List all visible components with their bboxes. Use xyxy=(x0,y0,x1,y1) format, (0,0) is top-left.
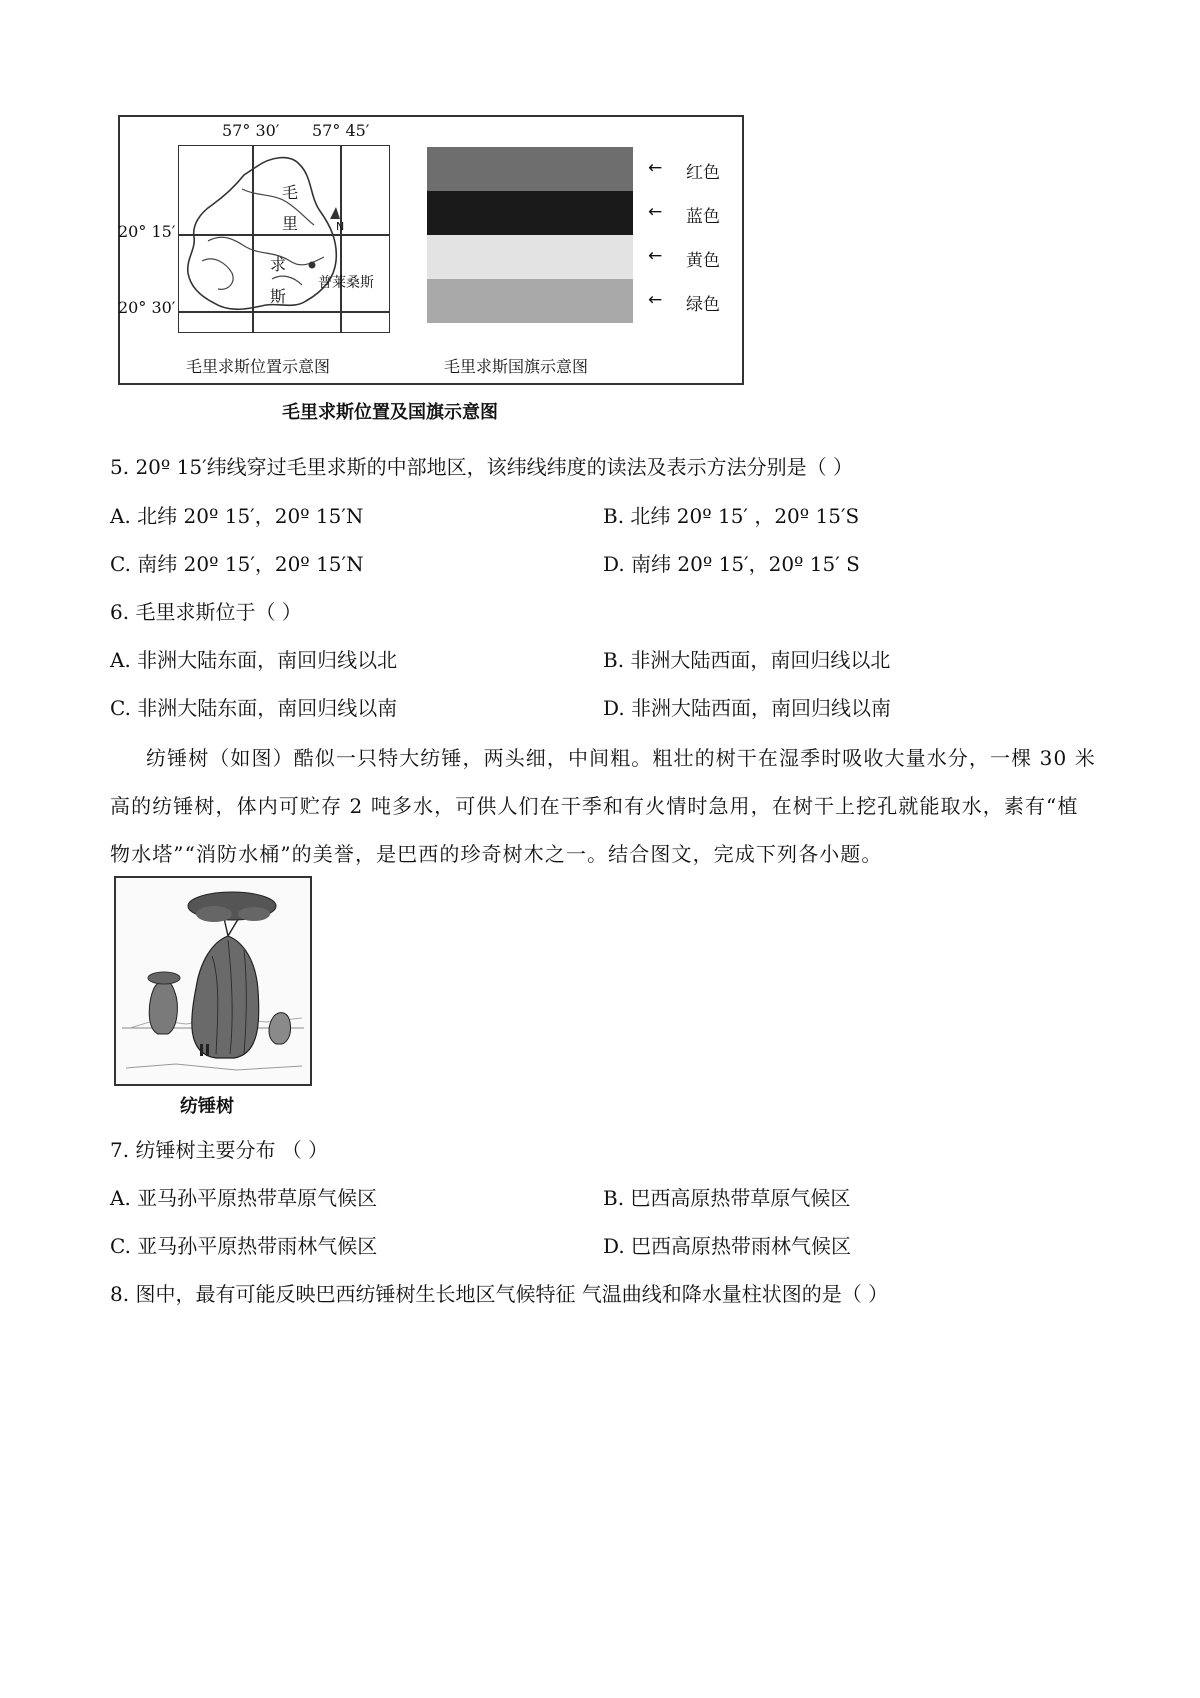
tree-image xyxy=(114,876,312,1086)
map-char: 求 xyxy=(270,255,287,274)
tree-caption: 纺锤树 xyxy=(180,1096,234,1117)
north-label: N xyxy=(336,220,345,233)
stripe-label: 黄色 xyxy=(686,251,720,271)
flag-stripe-blue xyxy=(427,191,633,235)
city-label: 普莱桑斯 xyxy=(318,275,374,291)
figure-title: 毛里求斯位置及国旗示意图 xyxy=(282,402,498,423)
option-c: C. 亚马孙平原热带雨林气候区 xyxy=(110,1234,378,1258)
passage-line: 高的纺锤树，体内可贮存 2 吨多水，可供人们在干季和有火情时急用，在树干上挖孔就能取水，素有“植 xyxy=(110,794,1079,818)
arrow-icon: ← xyxy=(648,290,663,310)
option-b: B. 北纬 20º 15′ ，20º 15′S xyxy=(603,504,860,528)
longitude-label: 57° 30′ xyxy=(222,121,280,140)
stripe-label: 绿色 xyxy=(686,295,720,315)
latitude-label: 20° 15′ xyxy=(118,222,176,241)
arrow-icon: ← xyxy=(648,246,663,266)
option-c: C. 南纬 20º 15′，20º 15′N xyxy=(110,552,364,576)
passage-line: 纺锤树（如图）酷似一只特大纺锤，两头细，中间粗。粗壮的树干在湿季时吸收大量水分，一棵 30 米 xyxy=(146,746,1096,770)
bottle-tree-illustration xyxy=(116,878,310,1084)
flag-stripe-red xyxy=(427,147,633,191)
map-char: 毛 xyxy=(282,183,299,202)
map-char: 斯 xyxy=(270,287,287,306)
option-c: C. 非洲大陆东面，南回归线以南 xyxy=(110,696,398,720)
option-b: B. 非洲大陆西面，南回归线以北 xyxy=(603,648,891,672)
stripe-label: 蓝色 xyxy=(686,207,720,227)
flag-stripe-yellow xyxy=(427,235,633,279)
option-b: B. 巴西高原热带草原气候区 xyxy=(603,1186,851,1210)
longitude-label: 57° 45′ xyxy=(312,121,370,140)
option-a: A. 亚马孙平原热带草原气候区 xyxy=(110,1186,378,1210)
option-a: A. 非洲大陆东面，南回归线以北 xyxy=(110,648,398,672)
passage-line: 物水塔”“消防水桶”的美誉，是巴西的珍奇树木之一。结合图文，完成下列各小题。 xyxy=(110,842,883,866)
question-8-stem: 8. 图中，最有可能反映巴西纺锤树生长地区气候特征 气温曲线和降水量柱状图的是（ ） xyxy=(110,1282,889,1306)
stripe-label: 红色 xyxy=(686,163,720,183)
question-5-stem: 5. 20º 15′纬线穿过毛里求斯的中部地区，该纬线纬度的读法及表示方法分别是（ ） xyxy=(110,455,853,479)
option-a: A. 北纬 20º 15′，20º 15′N xyxy=(110,504,364,528)
option-d: D. 南纬 20º 15′，20º 15′ S xyxy=(603,552,860,576)
option-d: D. 巴西高原热带雨林气候区 xyxy=(603,1234,852,1258)
arrow-icon: ← xyxy=(648,158,663,178)
flag-stripe-green xyxy=(427,279,633,323)
flag-caption: 毛里求斯国旗示意图 xyxy=(444,357,589,376)
map-char: 里 xyxy=(282,214,299,233)
map-caption: 毛里求斯位置示意图 xyxy=(186,357,331,376)
latitude-label: 20° 30′ xyxy=(118,298,176,317)
option-d: D. 非洲大陆西面，南回归线以南 xyxy=(603,696,892,720)
question-7-stem: 7. 纺锤树主要分布 （ ） xyxy=(110,1138,329,1162)
question-6-stem: 6. 毛里求斯位于（ ） xyxy=(110,600,302,624)
arrow-icon: ← xyxy=(648,202,663,222)
